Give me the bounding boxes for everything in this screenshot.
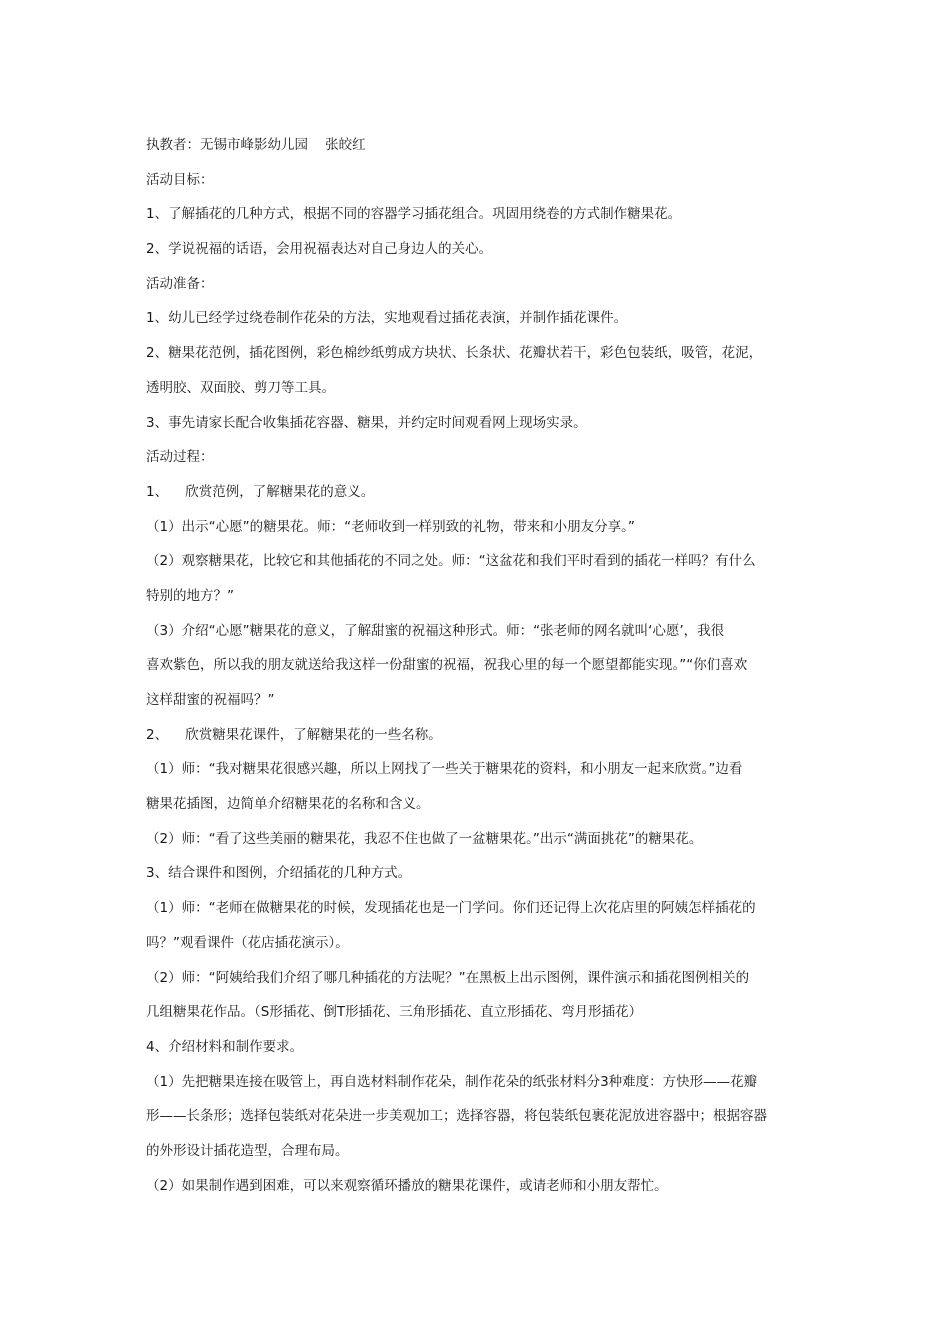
process-substep-cont: 几组糖果花作品。（S形插花、倒T形插花、三角形插花、直立形插花、弯月形插花） (146, 1004, 643, 1021)
process-substep-cont: 的外形设计插花造型，合理布局。 (146, 1142, 349, 1159)
section-heading-goals: 活动目标： (146, 171, 214, 188)
process-substep: （2）师：“阿姨给我们介绍了哪几种插花的方法呢？”在黑板上出示图例，课件演示和插花图例相关的 (146, 969, 750, 986)
prep-item-2-cont: 透明胶、双面胶、剪刀等工具。 (146, 379, 335, 396)
process-substep: （1）师：“我对糖果花很感兴趣，所以上网找了一些关于糖果花的资料，和小朋友一起来欣赏。”边看 (146, 761, 743, 778)
process-substep: （1）师：“老师在做糖果花的时候，发现插花也是一门学问。你们还记得上次花店里的阿姨怎样插花的 (146, 900, 756, 917)
process-substep: （1）出示“心愿”的糖果花。师：“老师收到一样别致的礼物，带来和小朋友分享。” (146, 518, 635, 535)
process-substep-cont: 喜欢紫色，所以我的朋友就送给我这样一份甜蜜的祝福，祝我心里的每一个愿望都能实现。”“你们喜欢 (146, 657, 748, 674)
goal-item-1: 1、了解插花的几种方式，根据不同的容器学习插花组合。巩固用绕卷的方式制作糖果花。 (146, 206, 682, 223)
process-substep-cont: 形——长条形；选择包装纸对花朵进一步美观加工；选择容器，将包装纸包裹花泥放进容器中；根据容器 (146, 1108, 767, 1125)
process-substep: （1）先把糖果连接在吸管上，再自选材料制作花朵，制作花朵的纸张材料分3种难度：方快形——花瓣 (146, 1073, 758, 1090)
process-substep: （2）观察糖果花，比较它和其他插花的不同之处。师：“这盆花和我们平时看到的插花一样吗？有什么 (146, 553, 756, 570)
process-substep-cont: 特别的地方？” (146, 587, 234, 604)
prep-item-3: 3、事先请家长配合收集插花容器、糖果，并约定时间观看网上现场实录。 (146, 414, 587, 431)
goal-item-2: 2、学说祝福的话语，会用祝福表达对自己身边人的关心。 (146, 241, 493, 258)
document-body (146, 128, 812, 1203)
process-step-1: 1、 欣赏范例，了解糖果花的意义。 (146, 483, 375, 500)
prep-item-2: 2、糖果花范例，插花图例，彩色棉纱纸剪成方块状、长条状、花瓣状若干，彩色包装纸，吸管，花泥， (146, 345, 763, 362)
section-heading-preparation: 活动准备： (146, 275, 214, 292)
prep-item-1: 1、幼儿已经学过绕卷制作花朵的方法，实地观看过插花表演，并制作插花课件。 (146, 310, 628, 327)
process-substep: （2）如果制作遇到困难，可以来观察循环播放的糖果花课件，或请老师和小朋友帮忙。 (146, 1177, 668, 1194)
process-substep: （3）介绍“心愿”糖果花的意义，了解甜蜜的祝福这种形式。师：“张老师的网名就叫‘心愿’，我很 (146, 622, 725, 639)
author-line: 执教者：无锡市峰影幼儿园 张皎红 (146, 137, 366, 153)
process-step-2: 2、 欣赏糖果花课件，了解糖果花的一些名称。 (146, 726, 442, 743)
section-heading-process: 活动过程： (146, 449, 214, 466)
process-substep-cont: 这样甜蜜的祝福吗？” (146, 692, 275, 708)
process-substep-cont: 吗？”观看课件（花店插花演示）。 (146, 934, 349, 951)
process-substep-cont: 糖果花插图，边简单介绍糖果花的名称和含义。 (146, 796, 430, 813)
process-step-4: 4、介绍材料和制作要求。 (146, 1038, 304, 1055)
process-step-3: 3、结合课件和图例，介绍插花的几种方式。 (146, 865, 412, 882)
process-substep: （2）师：“看了这些美丽的糖果花，我忍不住也做了一盆糖果花。”出示“满面挑花”的糖果花。 (146, 830, 703, 847)
